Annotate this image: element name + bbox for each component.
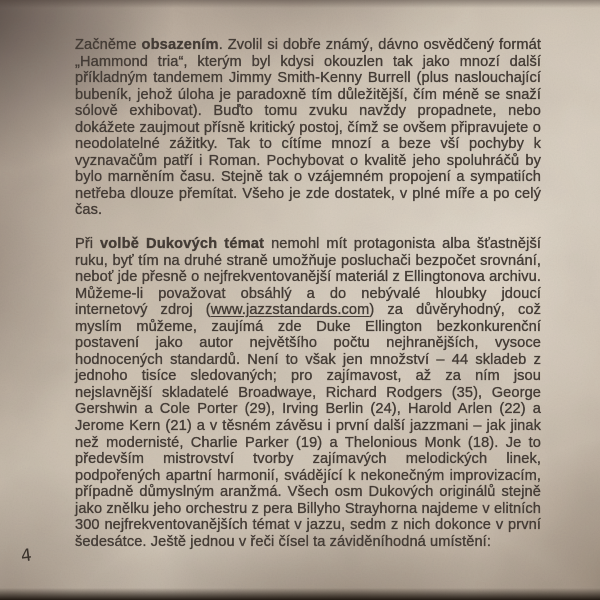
- page-number: 4: [19, 545, 34, 567]
- bold-phrase: obsazením: [141, 37, 219, 53]
- top-edge-shadow: [0, 0, 600, 8]
- body-text: [75, 37, 541, 567]
- text-run: . Zvolil si dobře známý, dávno osvědčený formát „Hammond tria“, kterým byl kdysi okouzlen tak jako mnozí další příkladným tandemem Jimmy Smith-Kenny Burrell (plus naslouchající bubeník, jehož úloha je paradoxně tím důležitější, čím méně se snaží sólově exhibovat). Buďto tomu zvuku navždy propadnete, nebo dokážete zaujmout přísně kritický postoj, čímž se ovšem připravujete o neodolatelné zážitky. Tak to cítíme mnozí a beze vší pochyby k vyznavačům patří i Roman. Pochybovat o kvalitě jeho spoluhráčů by bylo marněním času. Stejně tak o vzájemném propojení a sympatiích netřeba dlouze přemítat. Všeho je zde dostatek, v plné míře a po celý čas.: [75, 37, 541, 219]
- paragraph: [75, 236, 541, 550]
- jazzstandards-link: www.jazzstandards.com: [210, 302, 370, 319]
- text-run: Při: [75, 236, 100, 253]
- text-run: ) za důvěryhodný, což myslím můžeme, zaujímá zde Duke Ellington bezkonkurenční postavení jako autor největšího počtu nejhranějších, vysoce hodnocených standardů. Není to však jen množství – 44 skladeb z jednoho tisíce sledovaných; pro zajímavost, až za ním jsou nejslavnější skladatelé Broadwaye, Richard Rodgers (35), George Gershwin a Cole Porter (29), Irving Berlin (24), Harold Arlen (22) a Jerome Kern (21) a v těsném závěsu i první další jazzmani – jak jinak než modernisté, Charlie Parker (19) a Thelonious Monk (18). Je to především mistrovství tvorby zajímavých melodických linek, podpořených apartní harmonií, svádějící k nekonečným improvizacím, případně důmyslným aranžmá. Všech osm Dukových originálů stejně jako znělku jeho orchestru z pera Billyho Strayhorna najdeme v elitních 300 nejfrekventovanějších témat v jazzu, sedm z nich dokonce v první šedesátce. Ještě jednou v řeči čísel ta záviděníhodná umístění:: [75, 302, 541, 550]
- text-run: Začněme: [75, 37, 142, 53]
- bold-phrase: volbě Dukových témat: [99, 236, 265, 253]
- paragraph: [75, 37, 541, 219]
- bottom-edge-shadow: [0, 588, 600, 600]
- text-run: nemohl mít protagonista alba šťastnější ruku, byť tím na druhé straně umožňuje posluchači bezpočet srovnání, neboť jde přesně o nejfrekventovanější materiál z Ellingtonova archivu. Můžeme-li považovat obsáhlý a do nebývalé hloubky jdoucí internetový zdroj (: [75, 236, 541, 319]
